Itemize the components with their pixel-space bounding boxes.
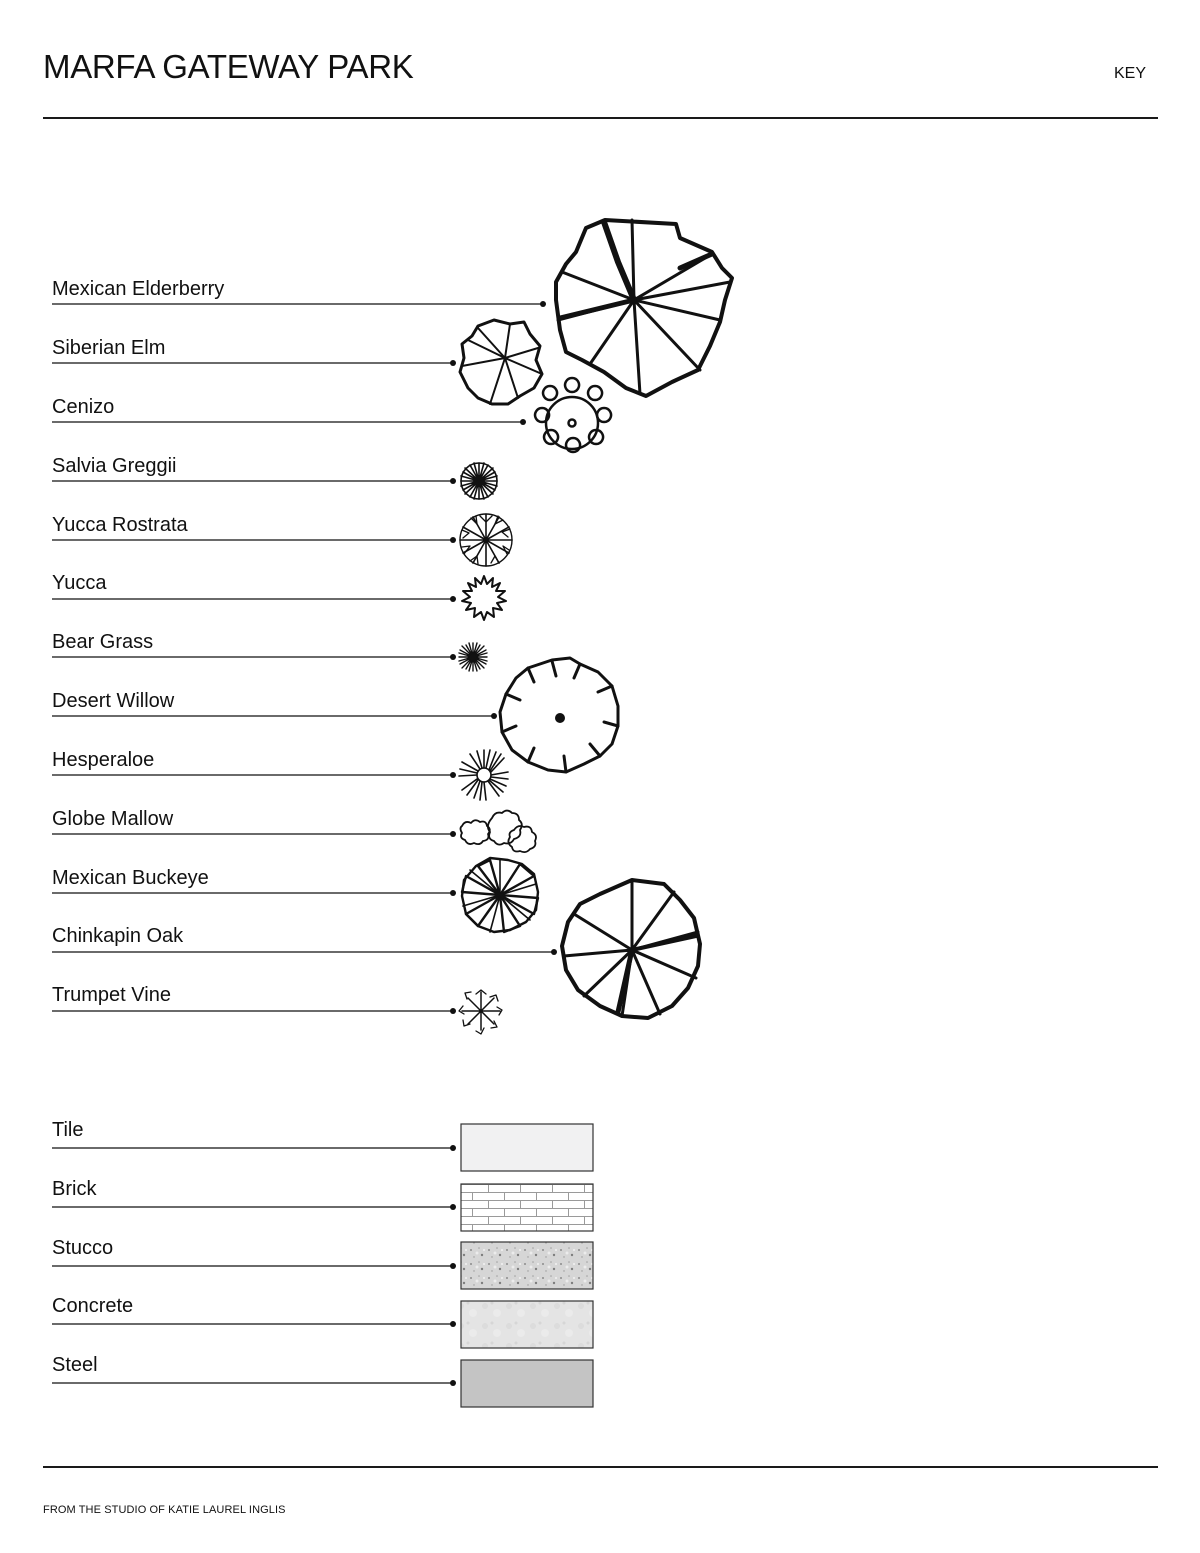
stucco-swatch xyxy=(461,1242,593,1289)
tile-swatch xyxy=(461,1124,593,1171)
plant-label: Mexican Elderberry xyxy=(52,278,225,300)
plant-row xyxy=(52,455,456,484)
leader-dot xyxy=(551,949,557,955)
leader-dot xyxy=(491,713,497,719)
plant-row xyxy=(52,337,456,366)
leader-dot xyxy=(450,831,456,837)
leader-dot xyxy=(450,596,456,602)
plant-label: Cenizo xyxy=(52,396,115,418)
material-label: Brick xyxy=(52,1178,97,1200)
plant-row xyxy=(52,278,546,307)
plant-list xyxy=(52,278,557,1014)
leader-dot xyxy=(450,1008,456,1014)
plant-symbols xyxy=(459,220,732,1034)
plant-row xyxy=(52,572,456,602)
leader-dot xyxy=(450,1204,456,1210)
plant-label: Bear Grass xyxy=(52,631,154,653)
grass-burst-icon xyxy=(459,643,487,671)
concrete-swatch xyxy=(461,1301,593,1348)
leader-dot xyxy=(450,537,456,543)
plant-label: Yucca xyxy=(52,572,107,594)
material-label: Stucco xyxy=(52,1237,114,1259)
page-title: MARFA GATEWAY PARK xyxy=(43,48,414,85)
leader-dot xyxy=(450,360,456,366)
material-list xyxy=(52,1119,593,1407)
large-segmented-tree-icon xyxy=(562,880,700,1018)
plant-label: Hesperaloe xyxy=(52,749,155,771)
leader-dot xyxy=(450,772,456,778)
plant-row xyxy=(52,925,557,955)
small-leaf-cluster-icon xyxy=(459,990,502,1034)
plant-row xyxy=(52,984,456,1014)
leader-dot xyxy=(520,419,526,425)
footer-credit: FROM THE STUDIO OF KATIE LAUREL INGLIS xyxy=(43,1504,286,1516)
notched-circle-tree-icon xyxy=(500,658,618,772)
plant-row xyxy=(52,690,497,719)
large-segmented-tree-icon xyxy=(556,220,732,396)
plant-row xyxy=(52,514,456,543)
radial-line-plant-icon xyxy=(461,463,497,499)
leader-dot xyxy=(450,1145,456,1151)
plant-label: Salvia Greggii xyxy=(52,455,177,477)
plant-label: Trumpet Vine xyxy=(52,984,171,1006)
plant-label: Desert Willow xyxy=(52,690,175,712)
plant-row xyxy=(52,808,456,837)
leader-dot xyxy=(540,301,546,307)
material-row xyxy=(52,1119,593,1171)
leader-dot xyxy=(450,478,456,484)
brick-swatch xyxy=(461,1184,593,1231)
cloud-shrub-cluster-icon xyxy=(461,811,537,853)
plant-row xyxy=(52,396,526,425)
plant-row xyxy=(52,631,456,660)
radial-leaf-plant-icon xyxy=(460,514,512,566)
plant-row xyxy=(52,749,456,778)
steel-swatch xyxy=(461,1360,593,1407)
scalloped-shrub-icon xyxy=(535,378,611,452)
plant-label: Globe Mallow xyxy=(52,808,174,830)
wedge-leaf-tree-icon xyxy=(462,858,538,932)
radial-fan-plant-icon xyxy=(459,750,508,800)
key-label: KEY xyxy=(1113,65,1146,82)
medium-segmented-tree-icon xyxy=(460,320,542,404)
leader-dot xyxy=(450,654,456,660)
spiky-star-plant-icon xyxy=(462,576,506,620)
material-label: Steel xyxy=(52,1354,98,1376)
material-row xyxy=(52,1178,593,1231)
leader-dot xyxy=(450,1263,456,1269)
leader-dot xyxy=(450,890,456,896)
plant-label: Mexican Buckeye xyxy=(52,867,209,889)
material-row xyxy=(52,1295,593,1348)
plant-label: Siberian Elm xyxy=(52,337,166,359)
material-label: Concrete xyxy=(52,1295,134,1317)
material-row xyxy=(52,1237,593,1289)
material-label: Tile xyxy=(52,1119,84,1141)
material-row xyxy=(52,1354,593,1407)
plant-row xyxy=(52,867,456,896)
leader-dot xyxy=(450,1380,456,1386)
plant-label: Yucca Rostrata xyxy=(52,514,188,536)
plant-label: Chinkapin Oak xyxy=(52,925,184,947)
leader-dot xyxy=(450,1321,456,1327)
